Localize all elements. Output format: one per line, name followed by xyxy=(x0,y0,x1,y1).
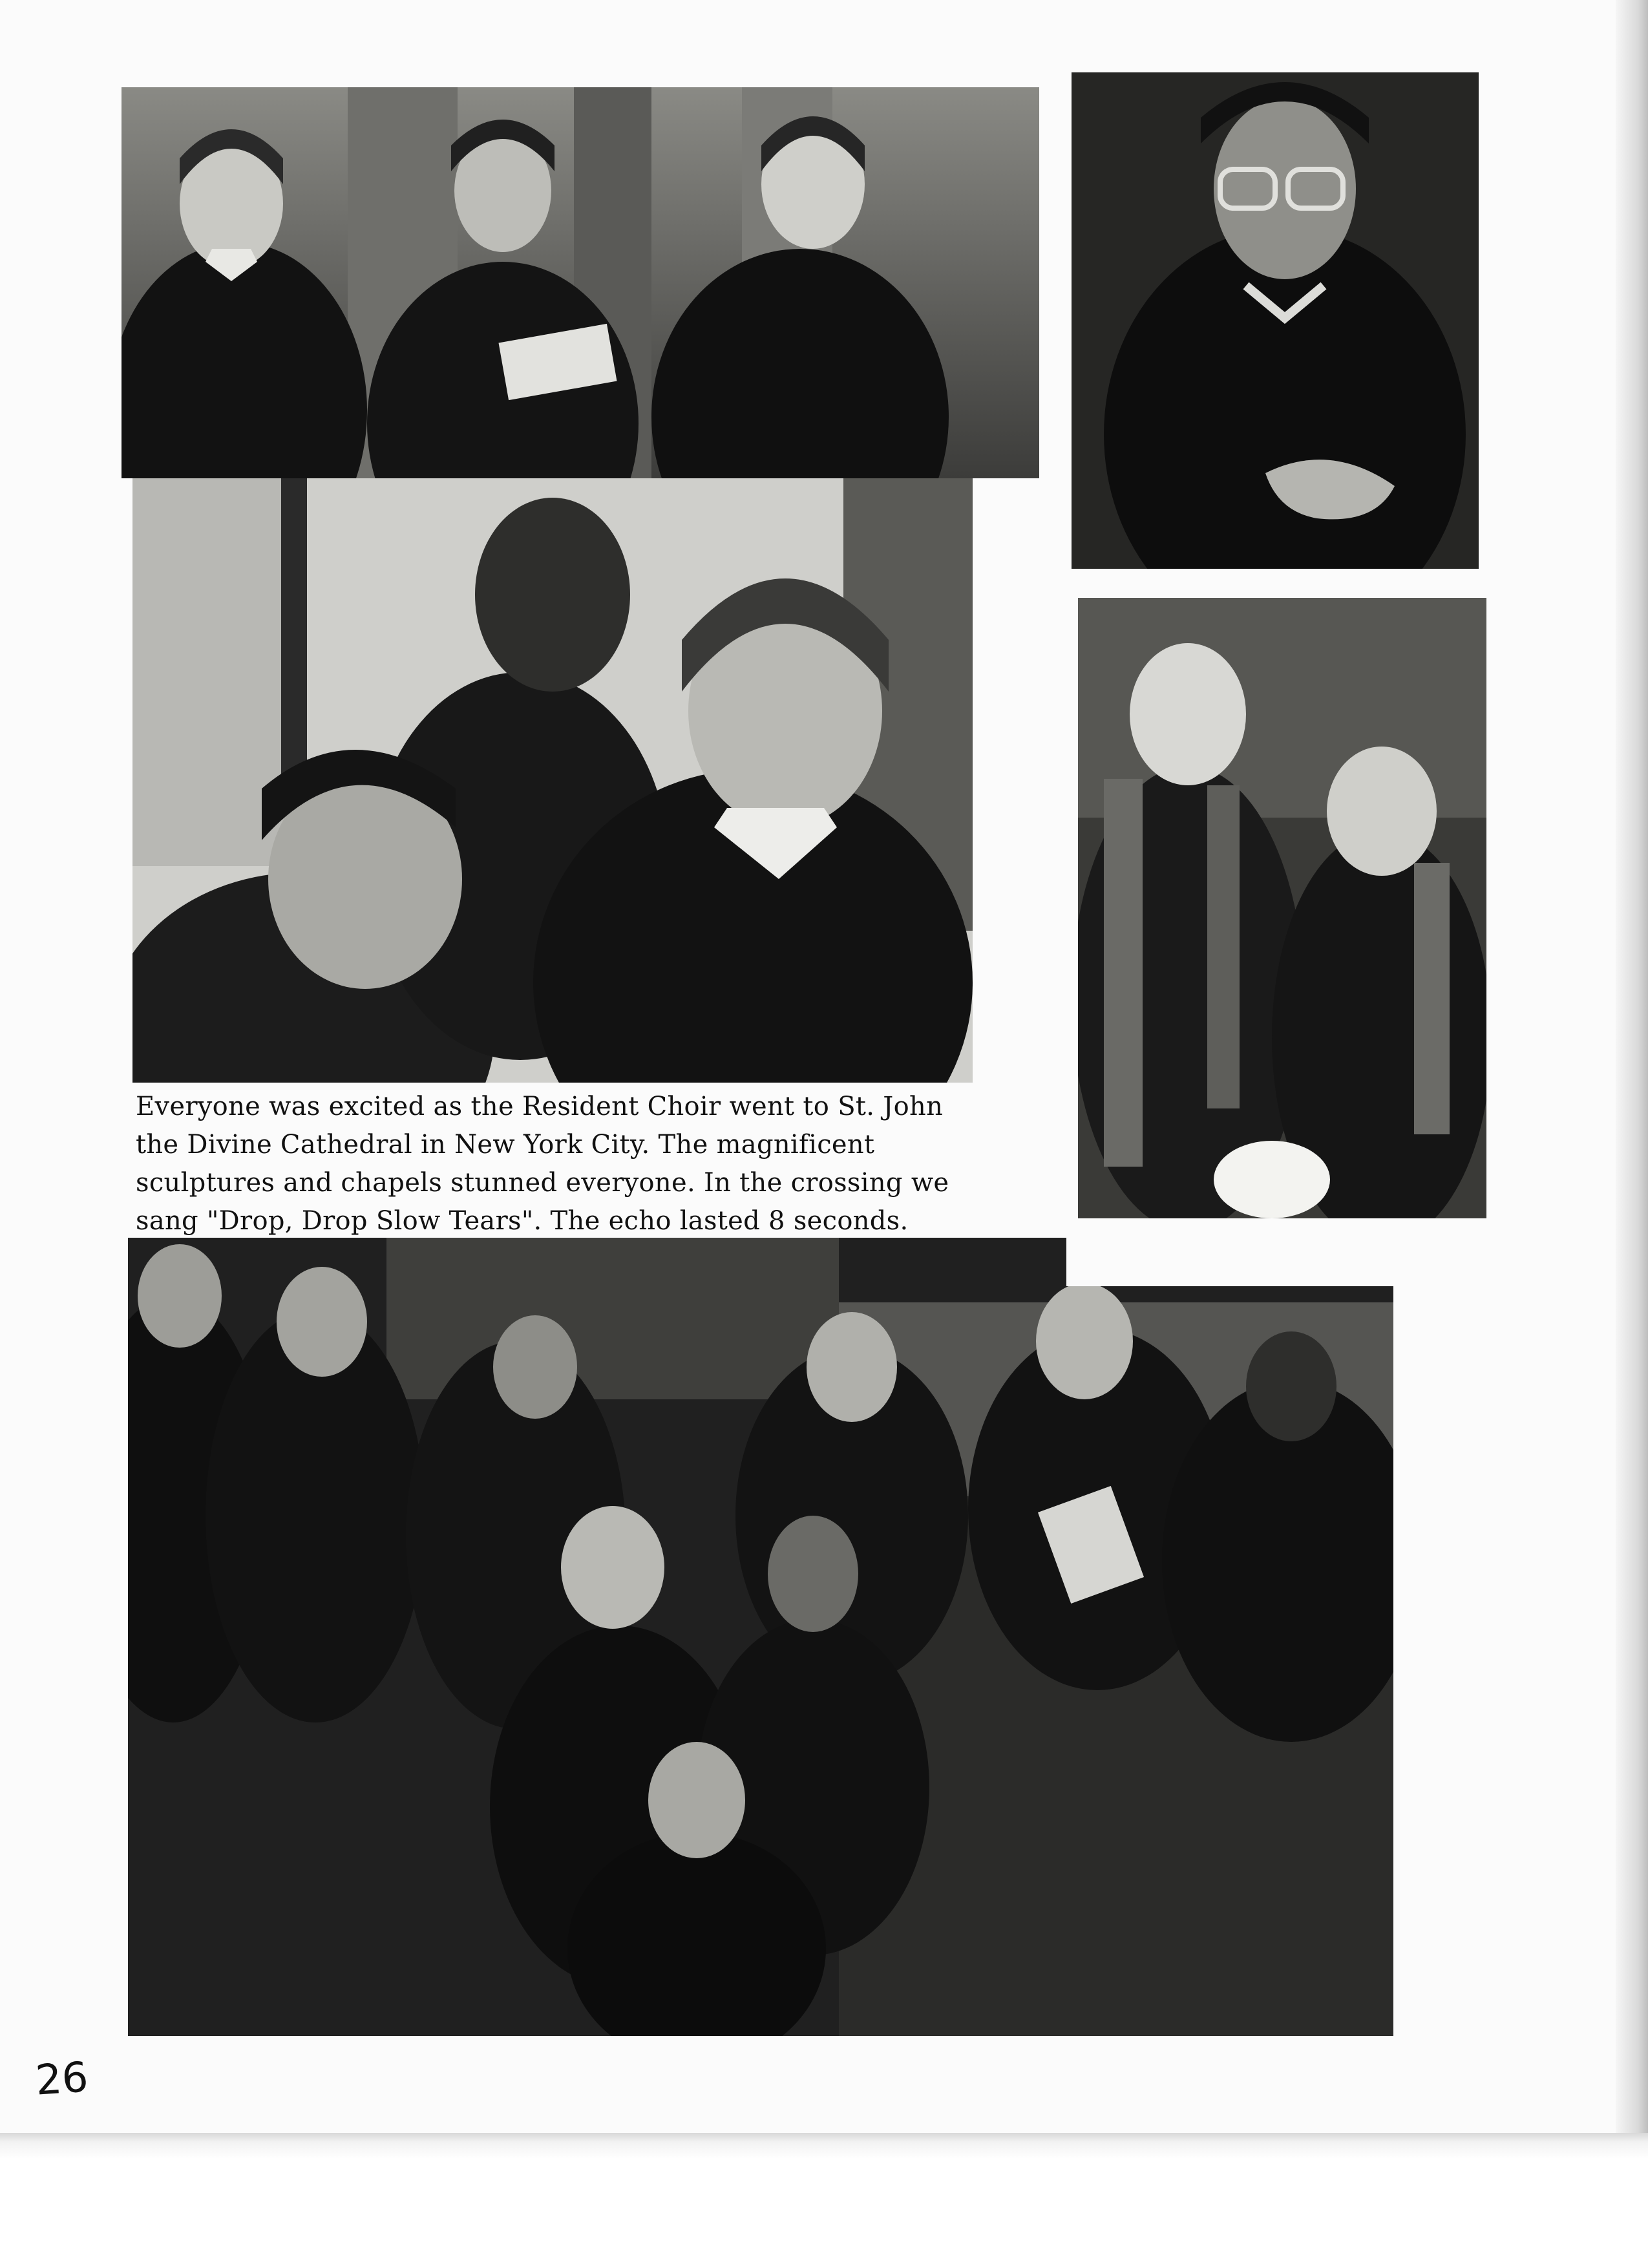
caption-line: sculptures and chapels stunned everyone. In the crossing we xyxy=(136,1168,949,1198)
photo-caption xyxy=(136,1088,1073,1240)
page-edge-right xyxy=(1616,0,1648,2133)
photo-bottom-notch xyxy=(1066,1238,1396,1286)
caption-line: Everyone was excited as the Resident Choir went to St. John xyxy=(136,1092,944,1121)
caption-line: the Divine Cathedral in New York City. The magnificent xyxy=(136,1130,875,1160)
page-number: 26 xyxy=(34,2053,90,2105)
photo-top-right xyxy=(1072,72,1479,569)
page-edge-bottom xyxy=(0,2133,1648,2268)
photo-bottom xyxy=(128,1238,1393,2036)
photo-middle-right xyxy=(1078,598,1486,1218)
photo-top-left xyxy=(121,87,1039,478)
photo-middle xyxy=(132,478,973,1083)
caption-line: sang "Drop, Drop Slow Tears". The echo lasted 8 seconds. xyxy=(136,1206,909,1236)
